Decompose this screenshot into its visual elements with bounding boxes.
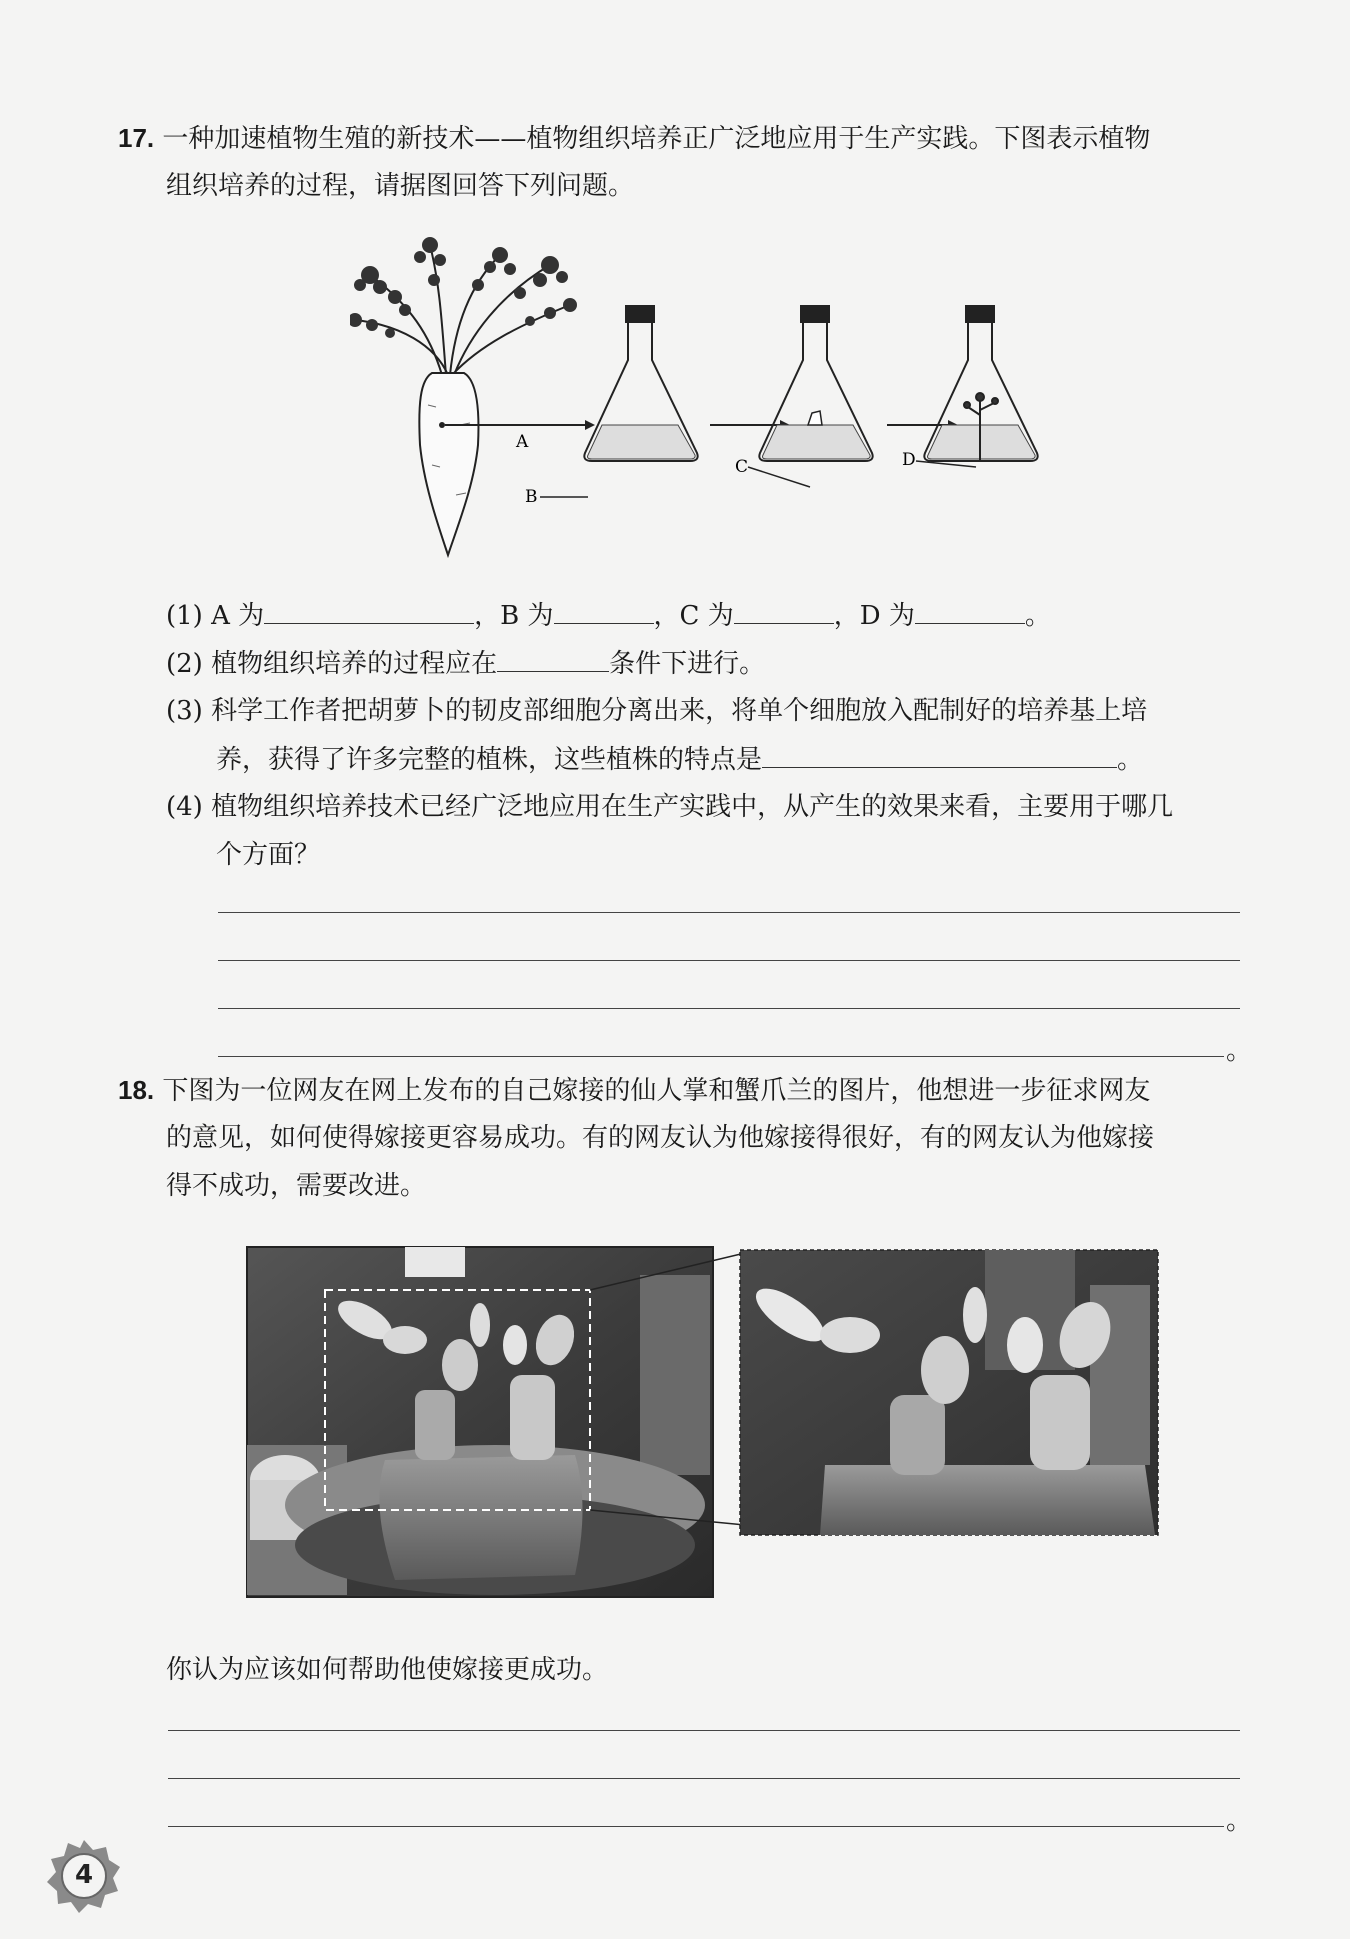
- q17-answer-end: 。: [1226, 1036, 1253, 1066]
- flask-1-icon: [584, 305, 697, 461]
- sub2-number: (2): [166, 649, 203, 679]
- flask-2-icon: [759, 305, 872, 461]
- q18-line2: 的意见，如何使得嫁接更容易成功。有的网友认为他嫁接得很好，有的网友认为他嫁接: [166, 1123, 1155, 1153]
- q17-sub4-line2: 个方面？: [216, 840, 321, 870]
- grafting-photo-zoomed: [740, 1250, 1158, 1535]
- q17-sub2: [166, 645, 765, 682]
- q17-intro-line1: [118, 120, 1150, 157]
- carrot-root-icon: [419, 373, 478, 555]
- blank-condition[interactable]: [497, 645, 609, 672]
- q18-answer-end: 。: [1226, 1806, 1253, 1836]
- q17-sub1: [166, 597, 1051, 634]
- sub2-text-b: 条件下进行。: [609, 649, 766, 679]
- q18-answer-line-3[interactable]: [168, 1826, 1224, 1827]
- q17-intro-line2: 组织培养的过程，请据图回答下列问题。: [166, 171, 635, 201]
- q17-sub4-line1: [166, 789, 1173, 825]
- q17-number: 17.: [118, 123, 155, 153]
- blank-b[interactable]: [554, 597, 654, 624]
- sub1-text-d: ，D 为: [833, 601, 915, 631]
- q17-answer-line-1[interactable]: [218, 912, 1240, 913]
- q18-answer-line-2[interactable]: [168, 1778, 1240, 1779]
- blank-characteristic[interactable]: [762, 741, 1117, 768]
- blank-a[interactable]: [264, 597, 474, 624]
- q18-answer-line-1[interactable]: [168, 1730, 1240, 1731]
- label-b: B: [525, 487, 538, 507]
- label-c: C: [735, 457, 749, 477]
- grafting-photos: [245, 1245, 1165, 1600]
- blank-c[interactable]: [734, 597, 834, 624]
- q17-answer-line-3[interactable]: [218, 1008, 1240, 1009]
- carrot-leaves-icon: [350, 237, 577, 375]
- sub3-text-b: 养，获得了许多完整的植株，这些植株的特点是: [216, 745, 763, 775]
- sub2-text-a: 植物组织培养的过程应在: [211, 649, 498, 679]
- flask-3-icon: [924, 305, 1037, 461]
- q17-sub3-line2: [216, 741, 1143, 778]
- sub1-text-a: A 为: [211, 601, 265, 631]
- q18-number: 18.: [118, 1075, 155, 1105]
- sub3-text-a: 科学工作者把胡萝卜的韧皮部细胞分离出来，将单个细胞放入配制好的培养基上培: [211, 696, 1148, 726]
- sub4-number: (4): [166, 792, 203, 822]
- q18-prompt: 你认为应该如何帮助他使嫁接更成功。: [166, 1655, 609, 1685]
- sub1-number: (1): [166, 601, 203, 631]
- sub3-number: (3): [166, 696, 203, 726]
- q18-line1: [118, 1072, 1150, 1109]
- q18-text-1: 下图为一位网友在网上发布的自己嫁接的仙人掌和蟹爪兰的图片，他想进一步征求网友: [162, 1076, 1151, 1106]
- q17-intro-text: 一种加速植物生殖的新技术——植物组织培养正广泛地应用于生产实践。下图表示植物: [162, 124, 1151, 154]
- q17-sub3-line1: [166, 693, 1147, 729]
- q18-line3: 得不成功，需要改进。: [166, 1171, 427, 1201]
- blank-d[interactable]: [915, 597, 1025, 624]
- sub3-end: 。: [1117, 745, 1144, 775]
- grafting-photo-full: [247, 1247, 713, 1597]
- page-number: 4: [74, 1860, 94, 1890]
- label-d: D: [902, 450, 916, 470]
- sub1-text-c: ，C 为: [653, 601, 734, 631]
- q17-answer-line-4[interactable]: [218, 1056, 1224, 1057]
- q17-answer-line-2[interactable]: [218, 960, 1240, 961]
- sub1-text-b: ，B 为: [474, 601, 554, 631]
- sub1-end: 。: [1024, 601, 1051, 631]
- tissue-culture-diagram: [350, 225, 1070, 570]
- label-a: A: [516, 432, 529, 452]
- sub4-text-a: 植物组织培养技术已经广泛地应用在生产实践中，从产生的效果来看，主要用于哪几: [211, 792, 1174, 822]
